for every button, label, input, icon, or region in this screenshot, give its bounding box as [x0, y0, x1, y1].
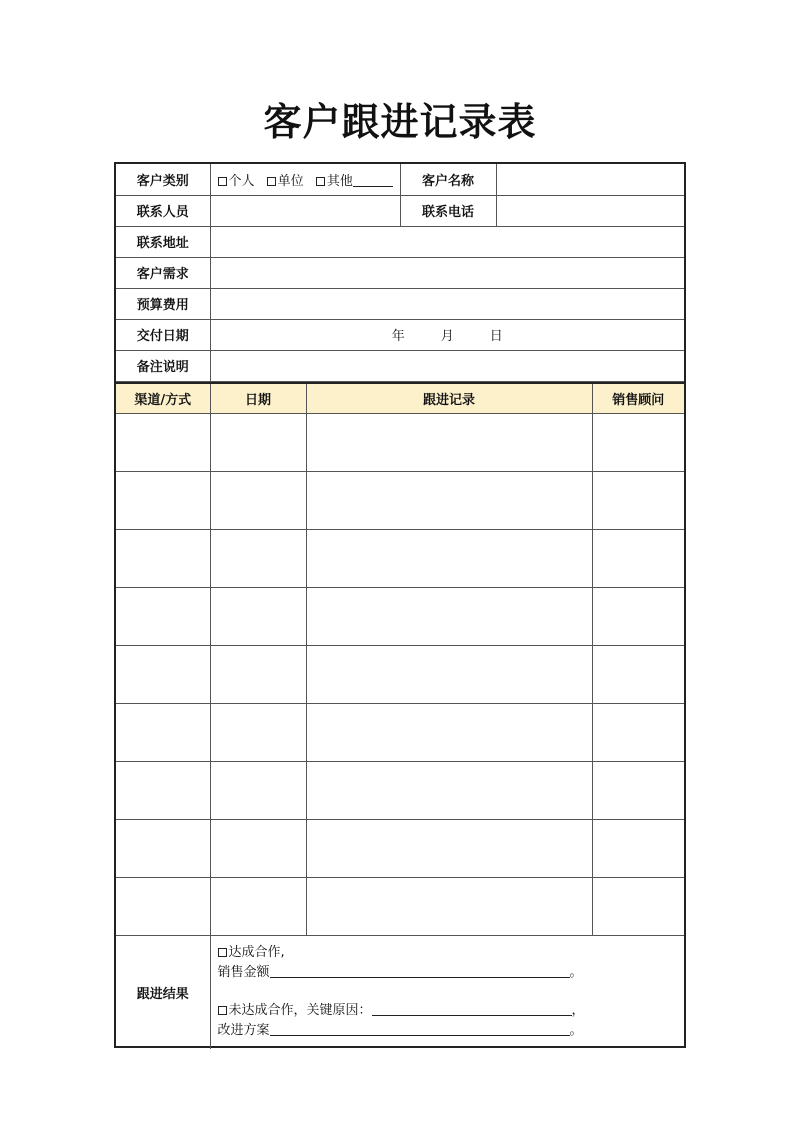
contact-phone-label: 联系电话 — [400, 195, 496, 226]
year-label: 年 — [391, 329, 405, 345]
table-row — [116, 645, 684, 703]
checkbox-icon[interactable] — [218, 1006, 227, 1015]
table-row — [116, 877, 684, 935]
record-cell[interactable] — [306, 819, 592, 877]
channel-cell[interactable] — [116, 819, 210, 877]
advisor-cell[interactable] — [592, 819, 684, 877]
checkbox-icon[interactable] — [316, 177, 325, 186]
result-content — [210, 935, 684, 1049]
sales-amount-line: 销售金额 。 — [217, 965, 583, 981]
delivery-row — [116, 319, 684, 350]
improvement-line: 改进方案 。 — [217, 1023, 583, 1039]
table-row — [116, 471, 684, 529]
channel-cell[interactable] — [116, 761, 210, 819]
no-deal-option[interactable]: 未达成合作，关键原因： ， — [218, 1001, 678, 1021]
day-label: 日 — [489, 329, 503, 345]
page-title: 客户跟进记录表 — [263, 100, 537, 144]
channel-cell[interactable] — [116, 413, 210, 471]
advisor-cell[interactable] — [592, 413, 684, 471]
needs-row — [116, 257, 684, 288]
contact-person-field[interactable] — [210, 195, 400, 226]
date-cell[interactable] — [210, 413, 306, 471]
delivery-label: 交付日期 — [116, 319, 210, 350]
option-other[interactable]: 其他 — [316, 174, 393, 189]
header-record: 跟进记录 — [306, 383, 592, 413]
record-cell[interactable] — [306, 761, 592, 819]
date-cell[interactable] — [210, 877, 306, 935]
address-label: 联系地址 — [116, 226, 210, 257]
address-field[interactable] — [210, 226, 684, 257]
advisor-cell[interactable] — [592, 587, 684, 645]
record-cell[interactable] — [306, 587, 592, 645]
budget-field[interactable] — [210, 288, 684, 319]
header-date: 日期 — [210, 383, 306, 413]
advisor-cell[interactable] — [592, 761, 684, 819]
contact-person-label: 联系人员 — [116, 195, 210, 226]
advisor-cell[interactable] — [592, 703, 684, 761]
date-cell[interactable] — [210, 819, 306, 877]
notes-row — [116, 350, 684, 381]
contact-phone-field[interactable] — [496, 195, 684, 226]
reason-field[interactable] — [372, 1003, 572, 1016]
record-cell[interactable] — [306, 877, 592, 935]
address-row — [116, 226, 684, 257]
date-cell[interactable] — [210, 645, 306, 703]
follow-up-header-row — [116, 383, 684, 413]
follow-up-form — [114, 162, 686, 1048]
date-cell[interactable] — [210, 703, 306, 761]
date-cell[interactable] — [210, 529, 306, 587]
checkbox-icon[interactable] — [218, 948, 227, 957]
record-cell[interactable] — [306, 703, 592, 761]
contact-row — [116, 195, 684, 226]
advisor-cell[interactable] — [592, 645, 684, 703]
channel-cell[interactable] — [116, 703, 210, 761]
needs-field[interactable] — [210, 257, 684, 288]
checkbox-icon[interactable] — [218, 177, 227, 186]
improvement-field[interactable] — [270, 1023, 570, 1036]
deal-option[interactable]: 达成合作, — [218, 943, 678, 963]
table-row — [116, 703, 684, 761]
record-cell[interactable] — [306, 645, 592, 703]
customer-info-table — [116, 164, 684, 382]
channel-cell[interactable] — [116, 529, 210, 587]
channel-cell[interactable] — [116, 877, 210, 935]
record-cell[interactable] — [306, 413, 592, 471]
date-cell[interactable] — [210, 761, 306, 819]
checkbox-icon[interactable] — [267, 177, 276, 186]
budget-label: 预算费用 — [116, 288, 210, 319]
channel-cell[interactable] — [116, 587, 210, 645]
table-row — [116, 413, 684, 471]
header-advisor: 销售顾问 — [592, 383, 684, 413]
budget-row — [116, 288, 684, 319]
advisor-cell[interactable] — [592, 529, 684, 587]
customer-type-label: 客户类别 — [116, 164, 210, 195]
notes-label: 备注说明 — [116, 350, 210, 381]
table-row — [116, 761, 684, 819]
result-row — [116, 935, 684, 1049]
record-cell[interactable] — [306, 529, 592, 587]
date-cell[interactable] — [210, 587, 306, 645]
sales-amount-field[interactable] — [270, 965, 570, 978]
customer-type-options — [210, 164, 400, 195]
table-row — [116, 587, 684, 645]
option-individual[interactable]: 个人 — [218, 174, 255, 189]
advisor-cell[interactable] — [592, 471, 684, 529]
header-channel: 渠道/方式 — [116, 383, 210, 413]
other-blank-line[interactable] — [353, 174, 393, 187]
channel-cell[interactable] — [116, 645, 210, 703]
delivery-date-field[interactable] — [210, 319, 684, 350]
result-label: 跟进结果 — [116, 935, 210, 1049]
follow-up-table — [116, 382, 684, 1049]
month-label: 月 — [440, 329, 454, 345]
date-cell[interactable] — [210, 471, 306, 529]
needs-label: 客户需求 — [116, 257, 210, 288]
channel-cell[interactable] — [116, 471, 210, 529]
notes-field[interactable] — [210, 350, 684, 381]
customer-name-label: 客户名称 — [400, 164, 496, 195]
customer-type-row — [116, 164, 684, 195]
record-cell[interactable] — [306, 471, 592, 529]
advisor-cell[interactable] — [592, 877, 684, 935]
option-company[interactable]: 单位 — [267, 174, 304, 189]
table-row — [116, 529, 684, 587]
customer-name-field[interactable] — [496, 164, 684, 195]
table-row — [116, 819, 684, 877]
